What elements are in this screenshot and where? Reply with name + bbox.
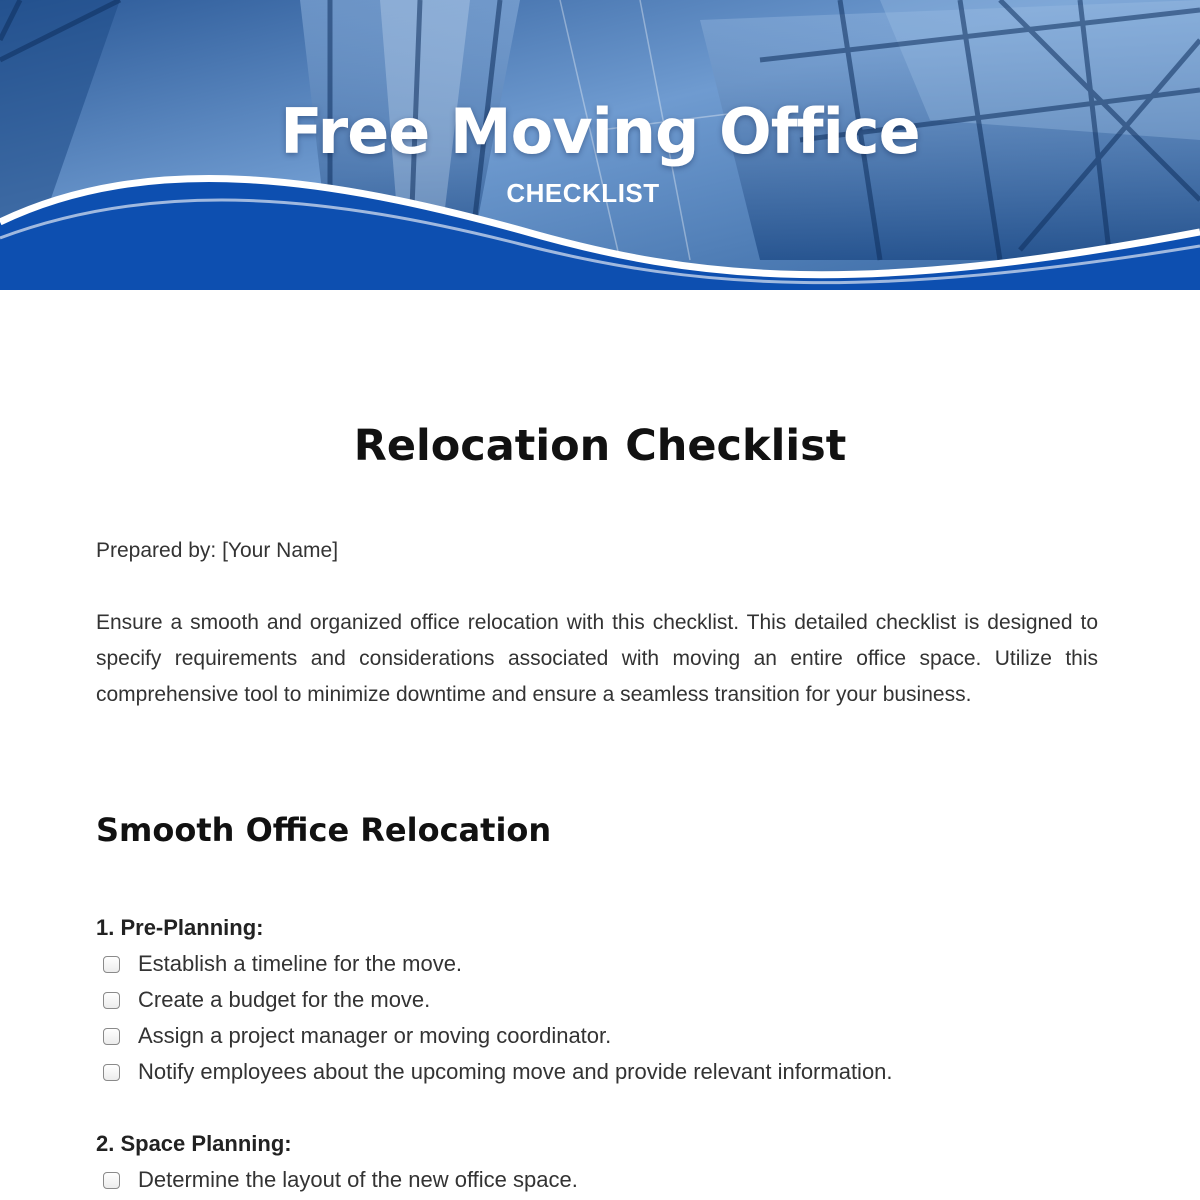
checklist-item [96,1054,1098,1090]
group-title: 1. Pre-Planning: [96,915,264,940]
checklist-item [96,1162,1098,1198]
banner-subtitle: CHECKLIST [506,178,660,208]
banner-title: Free Moving Office [280,95,920,168]
checklist-item-label: Notify employees about the upcoming move and provide relevant information. [138,1059,893,1084]
checklist-group-space-planning [96,1126,1098,1198]
checklist-item-label: Assign a project manager or moving coordinator. [138,1023,612,1048]
group-title: 2. Space Planning: [96,1131,292,1156]
checklist-item [96,1018,1098,1054]
checkbox[interactable] [103,1028,120,1045]
checklist-group-pre-planning [96,910,1098,1090]
checklist-item-label: Establish a timeline for the move. [138,951,463,976]
checklist-item [96,946,1098,982]
checkbox[interactable] [103,956,120,973]
checkbox[interactable] [103,1064,120,1081]
intro-paragraph: Ensure a smooth and organized office relocation with this checklist. This detailed checklist is designed to specify requirements and considerations associated with moving an entire office space. Utilize this comprehensive tool to minimize downtime and ensure a seamless transition for your business. [96,611,1098,706]
section-title: Smooth Office Relocation [96,811,552,849]
header-banner [0,0,1200,290]
checklist-item-label: Determine the layout of the new office space. [138,1167,578,1192]
checkbox[interactable] [103,992,120,1009]
document-title: Relocation Checklist [353,421,847,471]
prepared-by: Prepared by: [Your Name] [96,539,339,562]
checklist-item-label: Create a budget for the move. [138,987,431,1012]
checklist-item [96,982,1098,1018]
checkbox[interactable] [103,1172,120,1189]
